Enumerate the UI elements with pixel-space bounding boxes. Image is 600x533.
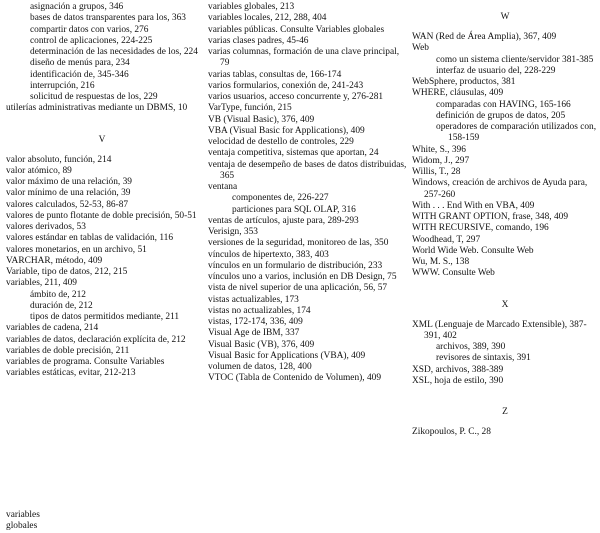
index-entry: ventas de artículos, ajuste para, 289-293 xyxy=(208,215,359,226)
index-entry: variables de datos, declaración explícita de, 212 xyxy=(6,334,186,345)
index-entry: vínculos de hipertexto, 383, 403 xyxy=(208,249,329,260)
cut-off-text-fragment xyxy=(6,510,66,532)
index-subentry: compartir datos con varios, 276 xyxy=(30,24,149,35)
index-entry: variables de doble precisión, 211 xyxy=(6,345,130,356)
index-subentry: control de aplicaciones, 224-225 xyxy=(30,35,153,46)
index-entry: valor atómico, 89 xyxy=(6,165,72,176)
index-entry: valor máximo de una relación, 39 xyxy=(6,177,132,187)
index-subentry: definición de grupos de datos, 205 xyxy=(436,110,566,121)
section-spacer xyxy=(412,387,598,397)
index-entry: utilerías administrativas mediante un DBMS, 10 xyxy=(6,103,188,114)
index-entry: versiones de la seguridad, monitoreo de las, 350 xyxy=(208,238,389,249)
index-entry: XML (Lenguaje de Marcado Extensible), 387-391, 402 xyxy=(412,319,587,341)
index-column-1 xyxy=(6,2,198,380)
index-entry: valores monetarios, en un archivo, 51 xyxy=(6,244,147,255)
index-subentry: bases de datos transparentes para los, 363 xyxy=(30,13,186,24)
index-entry: World Wide Web. Consulte Web xyxy=(412,245,534,256)
index-entry: VARCHAR, método, 409 xyxy=(6,255,103,266)
index-entry: Windows, creación de archivos de Ayuda para, 257-260 xyxy=(412,178,588,200)
index-subentry: tipos de datos permitidos mediante, 211 xyxy=(30,312,180,322)
index-entry: Visual Basic (VB), 376, 409 xyxy=(208,339,315,350)
index-entry: Visual Age de IBM, 337 xyxy=(208,328,300,339)
index-entry: variables públicas. Consulte Variables globales xyxy=(208,24,385,35)
section-letter-heading: Z xyxy=(502,407,508,417)
index-entry: valores derivados, 53 xyxy=(6,222,86,232)
index-column-3 xyxy=(412,2,598,438)
index-entry: valor absoluto, función, 214 xyxy=(6,154,112,165)
index-entry: Willis, T., 28 xyxy=(412,167,461,177)
index-entry: VarType, función, 215 xyxy=(208,103,292,114)
index-entry: vínculos en un formulario de distribución, 233 xyxy=(208,260,383,271)
index-entry: variables locales, 212, 288, 404 xyxy=(208,13,327,24)
index-entry: Wu, M. S., 138 xyxy=(412,257,470,267)
index-subentry: solicitud de respuestas de los, 229 xyxy=(30,92,158,102)
index-subentry: componentes de, 226-227 xyxy=(232,193,329,204)
index-entry: variables globales, 213 xyxy=(208,2,295,12)
cut-off-text: variables globales xyxy=(6,510,40,532)
index-entry: vínculos uno a varios, inclusión en DB Design, 75 xyxy=(208,272,397,282)
index-entry: VTOC (Tabla de Contenido de Volumen), 409 xyxy=(208,373,382,384)
index-entry: White, S., 396 xyxy=(412,144,466,155)
index-subentry: particiones para SQL OLAP, 316 xyxy=(232,204,356,215)
index-entry: valor mínimo de una relación, 39 xyxy=(6,188,131,199)
index-entry: WITH RECURSIVE, comando, 196 xyxy=(412,223,549,234)
index-entry: varias tablas, consultas de, 166-174 xyxy=(208,69,342,80)
index-subentry: como un sistema cliente/servidor 381-385 xyxy=(436,54,594,65)
index-entry: ventaja de desempeño de bases de datos distribuidas, 365 xyxy=(208,159,407,181)
index-entry: varios usuarios, acceso concurrente y, 276-281 xyxy=(208,92,384,102)
index-entry: VBA (Visual Basic for Applications), 409 xyxy=(208,125,365,136)
index-entry: WebSphere, productos, 381 xyxy=(412,77,516,87)
index-entry: WWW. Consulte Web xyxy=(412,268,495,279)
section-letter-heading: W xyxy=(500,12,510,22)
index-entry: VB (Visual Basic), 376, 409 xyxy=(208,114,315,125)
index-subentry: operadores de comparación utilizados con, 158-159 xyxy=(436,122,597,144)
index-entry: velocidad de destello de controles, 229 xyxy=(208,137,354,147)
index-entry: variables, 211, 409 xyxy=(6,278,77,289)
index-subentry: archivos, 389, 390 xyxy=(436,342,506,352)
index-subentry: ámbito de, 212 xyxy=(30,289,86,300)
index-entry: variables de programa. Consulte Variables xyxy=(6,357,165,367)
index-entry: valores calculados, 52-53, 86-87 xyxy=(6,199,129,210)
index-entry: XSL, hoja de estilo, 390 xyxy=(412,375,504,386)
index-subentry: diseño de menús para, 234 xyxy=(30,58,130,69)
index-subentry: comparadas con HAVING, 165-166 xyxy=(436,99,571,110)
index-entry: vistas no actualizables, 174 xyxy=(208,305,311,316)
index-entry: varias clases padres, 45-46 xyxy=(208,35,309,46)
index-entry: WAN (Red de Área Amplia), 367, 409 xyxy=(412,32,557,42)
index-entry: XSD, archivos, 388-389 xyxy=(412,364,504,375)
index-entry: Verisign, 353 xyxy=(208,227,258,237)
index-entry: ventana xyxy=(208,182,238,192)
section-spacer xyxy=(412,280,598,290)
index-subentry: duración de, 212 xyxy=(30,300,93,311)
index-entry: WHERE, cláusulas, 409 xyxy=(412,88,504,99)
index-entry: valores estándar en tablas de validación, 116 xyxy=(6,233,174,244)
index-entry: Web xyxy=(412,43,429,54)
index-entry: Variable, tipo de datos, 212, 215 xyxy=(6,267,128,277)
index-subentry: determinación de las necesidades de los, 224 xyxy=(30,47,198,57)
index-entry: varios formularios, conexión de, 241-243 xyxy=(208,80,364,91)
index-subentry: asignación a grupos, 346 xyxy=(30,2,124,12)
index-entry: Widom, J., 297 xyxy=(412,155,470,166)
index-entry: With . . . End With en VBA, 409 xyxy=(412,200,535,211)
index-column-2 xyxy=(208,2,408,385)
index-entry: WITH GRANT OPTION, frase, 348, 409 xyxy=(412,212,569,222)
index-entry: varias columnas, formación de una clave principal, 79 xyxy=(208,47,400,69)
index-entry: volumen de datos, 128, 400 xyxy=(208,362,312,372)
index-entry: variables estáticas, evitar, 212-213 xyxy=(6,368,136,379)
index-entry: Woodhead, T, 297 xyxy=(412,234,481,245)
index-subentry: revisores de sintaxis, 391 xyxy=(436,353,531,364)
index-entry: Zikopoulos, P. C., 28 xyxy=(412,427,491,437)
index-entry: ventaja competitiva, sistemas que aportan, 24 xyxy=(208,148,379,159)
section-letter-heading: X xyxy=(501,299,509,310)
index-entry: valores de punto flotante de doble precisión, 50-51 xyxy=(6,210,197,221)
index-entry: vista de nivel superior de una aplicación, 56, 57 xyxy=(208,283,388,294)
index-entry: vistas actualizables, 173 xyxy=(208,294,299,305)
section-spacer xyxy=(6,115,198,125)
index-entry: variables de cadena, 214 xyxy=(6,323,99,334)
section-letter-heading: V xyxy=(98,134,106,145)
index-entry: vistas, 172-174, 336, 409 xyxy=(208,317,303,327)
index-subentry: identificación de, 345-346 xyxy=(30,69,129,80)
index-subentry: interrupción, 216 xyxy=(30,80,95,91)
index-subentry: interfaz de usuario del, 228-229 xyxy=(436,65,556,76)
index-entry: Visual Basic for Applications (VBA), 409 xyxy=(208,350,366,361)
